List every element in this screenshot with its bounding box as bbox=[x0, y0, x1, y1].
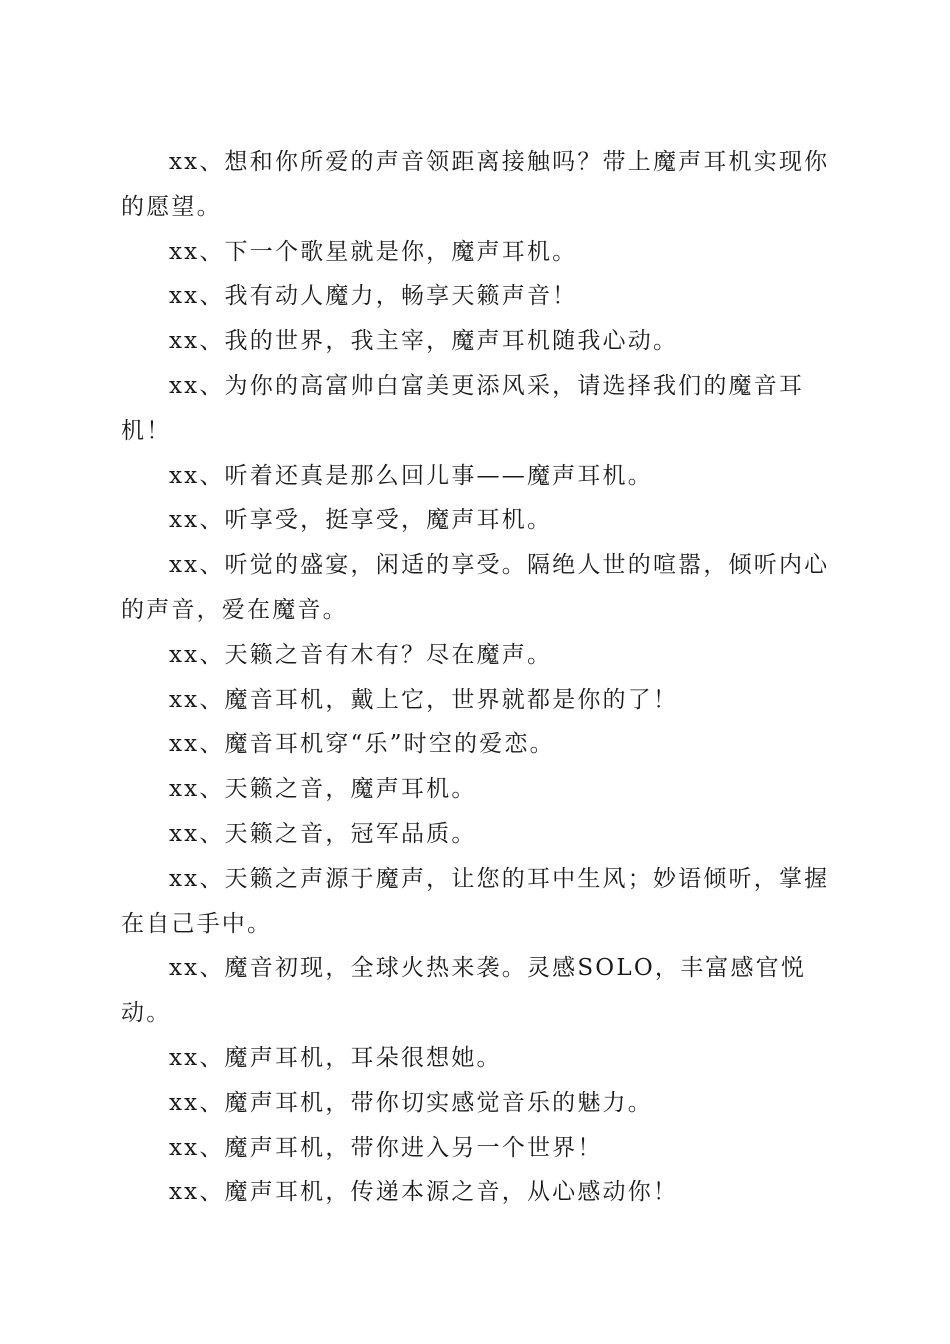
paragraph: xx、魔音初现，全球火热来袭。灵感SOLO，丰富感官悦动。 bbox=[121, 955, 807, 1027]
paragraph: xx、魔音耳机穿“乐”时空的爱恋。 bbox=[169, 731, 555, 758]
paragraph: xx、魔音耳机，戴上它，世界就都是你的了！ bbox=[169, 686, 679, 713]
paragraph: xx、我的世界，我主宰，魔声耳机随我心动。 bbox=[169, 328, 679, 355]
paragraph: xx、听享受，挺享受，魔声耳机。 bbox=[169, 507, 553, 534]
paragraph: xx、天籁之音，魔声耳机。 bbox=[169, 776, 477, 803]
paragraph: xx、想和你所爱的声音领距离接触吗？带上魔声耳机实现你的愿望。 bbox=[121, 149, 830, 220]
paragraph: xx、魔声耳机，传递本源之音，从心感动你！ bbox=[169, 1179, 679, 1206]
document-body bbox=[121, 140, 833, 1215]
paragraph: xx、为你的高富帅白富美更添风采，请选择我们的魔音耳机！ bbox=[121, 372, 805, 444]
paragraph: xx、魔声耳机，带你进入另一个世界！ bbox=[169, 1134, 603, 1161]
paragraph: xx、下一个歌星就是你，魔声耳机。 bbox=[169, 238, 578, 265]
paragraph: xx、天籁之音有木有？尽在魔声。 bbox=[169, 641, 553, 668]
paragraph: xx、天籁之音，冠军品质。 bbox=[169, 820, 477, 847]
paragraph: xx、魔声耳机，带你切实感觉音乐的魅力。 bbox=[169, 1089, 653, 1116]
paragraph: xx、听着还真是那么回儿事——魔声耳机。 bbox=[169, 462, 653, 489]
paragraph: xx、天籁之声源于魔声，让您的耳中生风；妙语倾听，掌握在自己手中。 bbox=[121, 865, 830, 937]
paragraph: xx、魔声耳机，耳朵很想她。 bbox=[169, 1044, 502, 1071]
paragraph: xx、听觉的盛宴，闲适的享受。隔绝人世的喧嚣，倾听内心的声音，爱在魔音。 bbox=[121, 552, 830, 623]
paragraph: xx、我有动人魔力，畅享天籁声音！ bbox=[169, 283, 578, 310]
